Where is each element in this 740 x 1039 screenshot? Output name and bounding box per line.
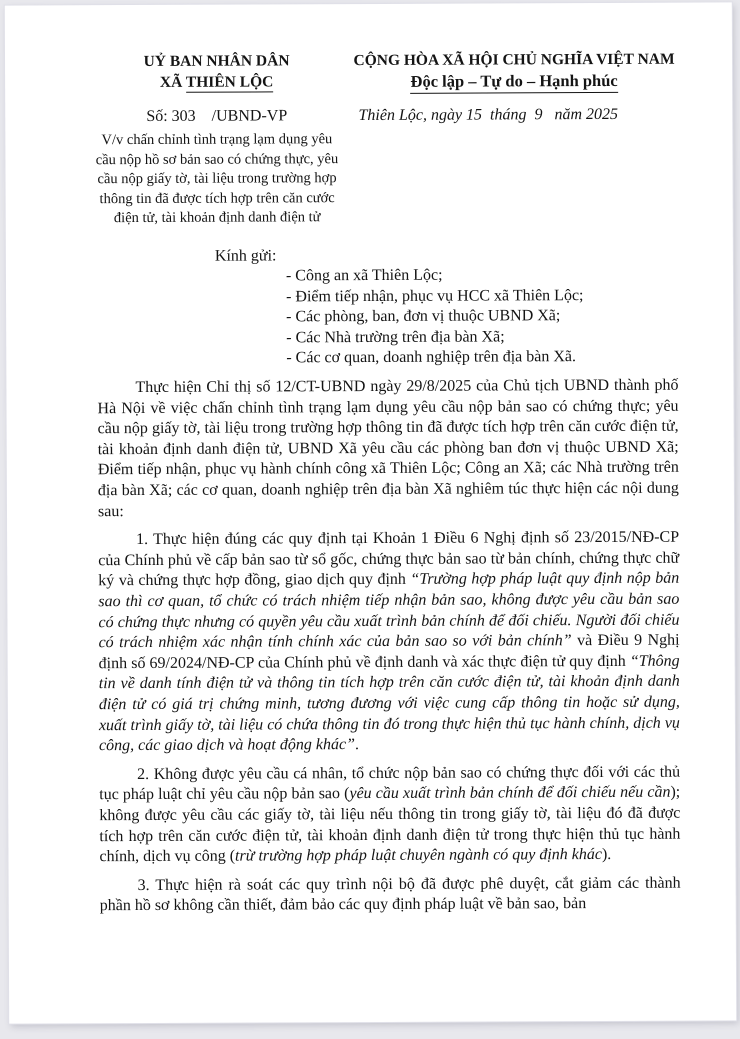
recipient-item: - Công an xã Thiên Lộc; bbox=[285, 266, 443, 285]
issuing-authority-prefix: XÃ bbox=[159, 73, 186, 91]
document-page bbox=[5, 2, 736, 1023]
recipient-list bbox=[286, 265, 678, 370]
paragraph-section bbox=[97, 376, 680, 917]
recipient-item: - Các phòng, ban, đơn vị thuộc UBND Xã; bbox=[286, 307, 561, 326]
paragraph-item-3: 3. Thực hiện rà soát các quy trình nội bộ đã được phê duyệt, cắt giảm các thành phần hồ sơ không cần thiết, đảm bảo các quy định pháp luật về bản sao, bản bbox=[99, 874, 681, 915]
document-subject: V/v chấn chỉnh tình trạng lạm dụng yêu cầu nộp hồ sơ bản sao có chứng thực, yêu cầu nộp giấy tờ, tài liệu trong trường hợp thông tin đã được tích hợp trên căn cước điện tử, tài khoản định danh điện tử bbox=[95, 131, 339, 227]
paragraph-item-2: 2. Không được yêu cầu cá nhân, tổ chức nộp bản sao có chứng thực đối với các thủ tục pháp luật chỉ yêu cầu nộp bản sao (yêu cầu xuất trình bản chính để đối chiếu nếu cần); không được yêu cầu các giấy tờ, tài liệu nếu thông tin trong giấy tờ, tài liệu đó đã được tích hợp trên căn cước điện tử, tài khoản định danh điện tử trong thực hiện thủ tục hành chính, dịch vụ công (trừ trường hợp pháp luật chuyên ngành có quy định khác). bbox=[99, 763, 681, 866]
paragraph-item-1: 1. Thực hiện đúng các quy định tại Khoản 1 Điều 6 Nghị định số 23/2015/NĐ-CP của Chính phủ về cấp bản sao từ sổ gốc, chứng thực bản sao từ bản chính, chứng thực chữ ký và chứng thực hợp đồng, giao dịch quy định “Trường hợp pháp luật quy định nộp bản sao thì cơ quan, tổ chức có trách nhiệm tiếp nhận bản sao, không được yêu cầu bản sao có chứng thực nhưng có quyền yêu cầu xuất trình bản chính để đối chiếu. Người đối chiếu có trách nhiệm xác nhận tính chính xác của bản sao so với bản chính” và Điều 9 Nghị định số 69/2024/NĐ-CP của Chính phủ về định danh và xác thực điện tử quy định “Thông tin về danh tính điện tử và thông tin tích hợp trên căn cước điện tử, tài khoản định danh điện tử có giá trị chứng minh, tương đương với việc cung cấp thông tin hoặc sử dụng, xuất trình giấy tờ, tài liệu có chứa thông tin đó trong thực hiện thủ tục hành chính, dịch vụ công, các giao dịch và hoạt động khác”. bbox=[98, 528, 680, 755]
document-body bbox=[97, 244, 681, 917]
issuing-authority-name: THIÊN LỘC bbox=[185, 73, 274, 91]
salutation-label: Kính gửi: bbox=[214, 246, 277, 265]
place-and-date: Thiên Lộc, ngày 15 tháng 9 năm 2025 bbox=[358, 105, 619, 125]
national-title: CỘNG HÒA XÃ HỘI CHỦ NGHĨA VIỆT NAM bbox=[353, 50, 675, 70]
national-motto-block bbox=[339, 49, 689, 127]
recipient-item: - Các cơ quan, doanh nghiệp trên địa bàn Xã. bbox=[286, 348, 577, 367]
document-header bbox=[5, 48, 733, 229]
recipient-item: - Điểm tiếp nhận, phục vụ HCC xã Thiên Lộc; bbox=[286, 286, 584, 306]
document-number: Số: 303 /UBND-VP bbox=[146, 107, 288, 125]
national-motto: Độc lập – Tự do – Hạnh phúc bbox=[339, 70, 689, 94]
paragraph-intro: Thực hiện Chỉ thị số 12/CT-UBND ngày 29/8/2025 của Chủ tịch UBND thành phố Hà Nội về việc chấn chỉnh tình trạng lạm dụng yêu cầu nộp bản sao có chứng thực; yêu cầu nộp giấy tờ, tài liệu trong trường hợp thông tin đã được tích hợp trên căn cước điện tử, tài khoản định danh điện tử, UBND Xã yêu cầu các phòng ban đơn vị thuộc UBND Xã; Điểm tiếp nhận, phục vụ hành chính công xã Thiên Lộc; Công an Xã; các Nhà trường trên địa bàn Xã; các cơ quan, doanh nghiệp trên địa bàn Xã nghiêm túc thực hiện các nội dung sau: bbox=[97, 376, 679, 520]
issuing-authority-line2 bbox=[59, 71, 374, 93]
recipient-item: - Các Nhà trường trên địa bàn Xã; bbox=[286, 328, 505, 347]
issuing-authority-line1: UỶ BAN NHÂN DÂN bbox=[143, 52, 290, 70]
issuing-authority-block bbox=[59, 50, 375, 229]
